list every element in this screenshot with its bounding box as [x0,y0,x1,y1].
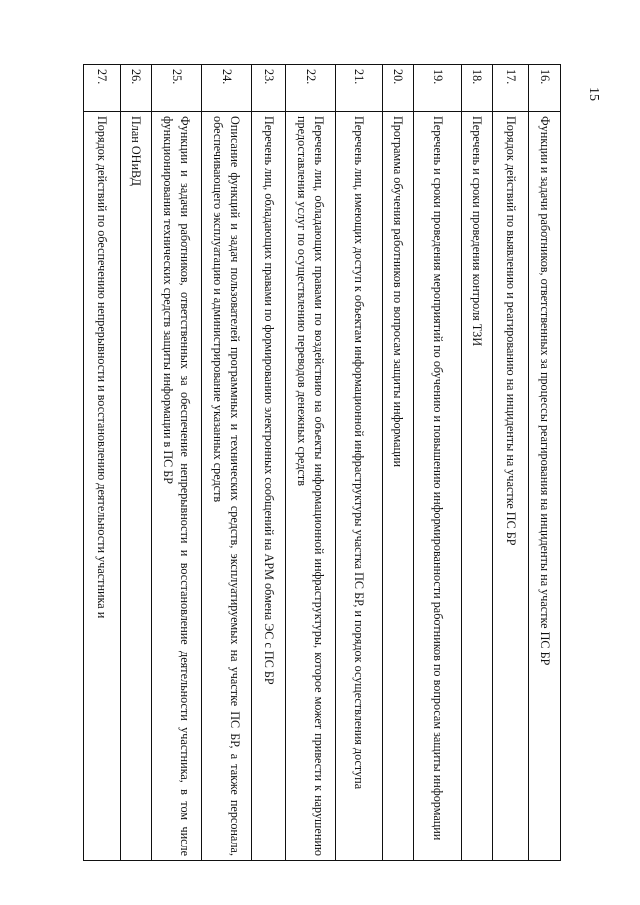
row-text: План ОНиВД [121,112,152,861]
page-number: 15 [586,87,601,101]
row-text: Описание функций и задач пользователей программных и технических средств, эксплуатируемых на участке ПС БР, а также персонала, обеспечивающего эксплуатацию и администрирование указанных средств [202,112,252,861]
row-text: Порядок действий по обеспечению непрерывности и восстановлению деятельности участника и [84,112,121,861]
row-number: 22. [286,65,336,112]
table-row [336,65,383,861]
row-number: 20. [383,65,414,112]
row-number: 23. [252,65,286,112]
row-text: Перечень и сроки проведения контроля ТЗИ [462,112,493,861]
document-table [83,64,561,861]
table-row [202,65,252,861]
row-number: 25. [152,65,202,112]
row-text: Порядок действий по выявлению и реагированию на инциденты на участке ПС БР [493,112,529,861]
table-row [493,65,529,861]
row-text: Программа обучения работников по вопросам защиты информации [383,112,414,861]
row-number: 24. [202,65,252,112]
row-text: Перечень лиц, имеющих доступ к объектам информационной инфраструктуры участка ПС БР, и порядок осуществления доступа [336,112,383,861]
row-number: 19. [414,65,462,112]
rotated-table-container [84,64,561,861]
row-text: Перечень лиц, обладающих правами по формированию электронных сообщений на АРМ обмена ЭС с ПС БР [252,112,286,861]
row-number: 27. [84,65,121,112]
table-row [121,65,152,861]
row-text: Перечень и сроки проведения мероприятий по обучению и повышению информированности работников по вопросам защиты информации [414,112,462,861]
row-text: Перечень лиц, обладающих правами по воздействию на объекты информационной инфраструктуры, которое может привести к нарушению предоставления услуг по осуществлению переводов денежных средств [286,112,336,861]
table-row [414,65,462,861]
row-text: Функции и задачи работников, ответственных за обеспечение непрерывности и восстановление деятельности участника, в том числе функционирования технических средств защиты информации в ПС БР [152,112,202,861]
table-row [152,65,202,861]
row-number: 21. [336,65,383,112]
table-row [383,65,414,861]
row-text: Функции и задачи работников, ответственных за процессы реагирования на инциденты на участке ПС БР [529,112,561,861]
table-row [252,65,286,861]
row-number: 17. [493,65,529,112]
row-number: 16. [529,65,561,112]
table-row [286,65,336,861]
table-row [529,65,561,861]
row-number: 26. [121,65,152,112]
row-number: 18. [462,65,493,112]
table-row [462,65,493,861]
table-row [84,65,121,861]
